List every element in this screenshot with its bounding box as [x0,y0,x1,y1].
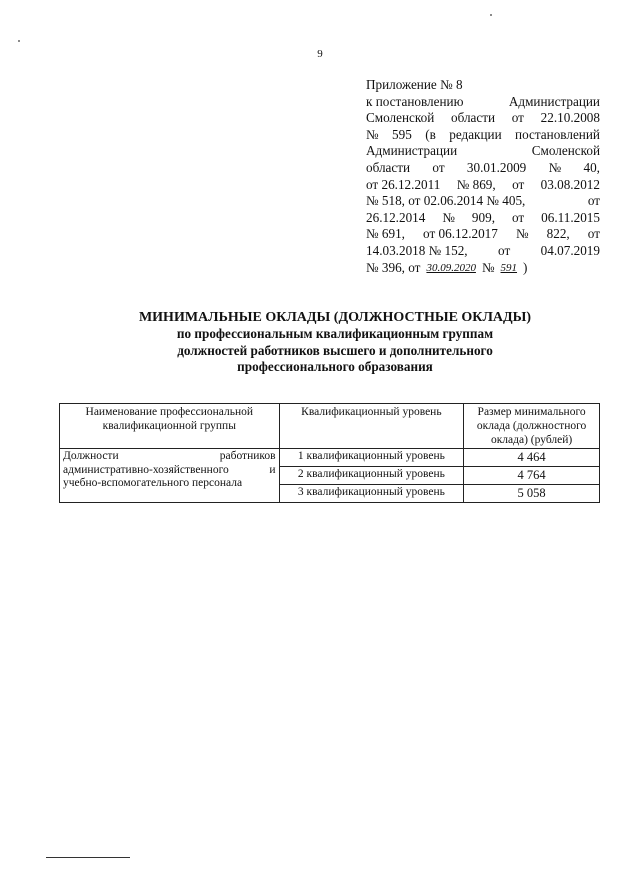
appendix-line: области от 30.01.2009 № 40, [366,159,600,175]
handwritten-date: 30.09.2020 [426,261,476,274]
handwritten-number: 591 [500,261,518,274]
appendix-line: 14.03.2018 № 152, от 04.07.2019 [366,242,600,258]
title-sub1: по профессиональным квалификационным группам [176,326,494,342]
appendix-line: 26.12.2014 № 909, от 06.11.2015 [366,209,600,225]
appendix-last-line [366,260,600,277]
level-cell: 3 квалификационный уровень [279,485,464,503]
appendix-line: № 595 (в редакции постановлений [366,126,600,142]
appendix-line: Приложение № 8 [366,77,463,92]
table-header-row [60,404,600,449]
appendix-line: Администрации Смоленской [366,143,600,159]
salary-cell: 4 464 [464,449,600,467]
level-cell: 1 квалификационный уровень [279,449,464,467]
closing-paren: ) [523,259,528,275]
title-sub2: должностей работников высшего и дополнительного [177,342,493,358]
footer-rule [46,857,130,858]
document-title [60,310,610,376]
scan-speck [18,40,20,42]
table-row [60,449,600,467]
page-number: 9 [317,48,323,60]
group-name-line: учебно-вспомогательного персонала [63,477,243,489]
number-sign: № [481,259,495,275]
scan-speck [490,14,492,16]
salary-table [59,403,600,503]
title-sub3: профессионального образования [237,359,433,375]
header-group: Наименование профессиональной квалификационной группы [60,404,280,449]
appendix-line: № 518, от 02.06.2014 № 405, от [366,193,600,209]
title-main: МИНИМАЛЬНЫЕ ОКЛАДЫ (ДОЛЖНОСТНЫЕ ОКЛАДЫ) [138,310,532,325]
appendix-line: к постановлению Администрации [366,93,600,109]
appendix-line: от 26.12.2011 № 869, от 03.08.2012 [366,176,600,192]
group-name-line: административно-хозяйственного и [63,463,276,476]
last-line-prefix: № 396, от [366,259,421,275]
salary-cell: 4 764 [464,467,600,485]
salary-cell: 5 058 [464,485,600,503]
appendix-line: № 691, от 06.12.2017 № 822, от [366,226,600,242]
appendix-line: Смоленской области от 22.10.2008 [366,110,600,126]
group-name-line: Должности работников [63,450,276,462]
level-cell: 2 квалификационный уровень [279,467,464,485]
header-salary: Размер минимального оклада (должностного оклада) (рублей) [464,404,600,449]
header-level: Квалификационный уровень [279,404,464,449]
appendix-reference [366,77,600,276]
group-name-cell [60,449,280,503]
